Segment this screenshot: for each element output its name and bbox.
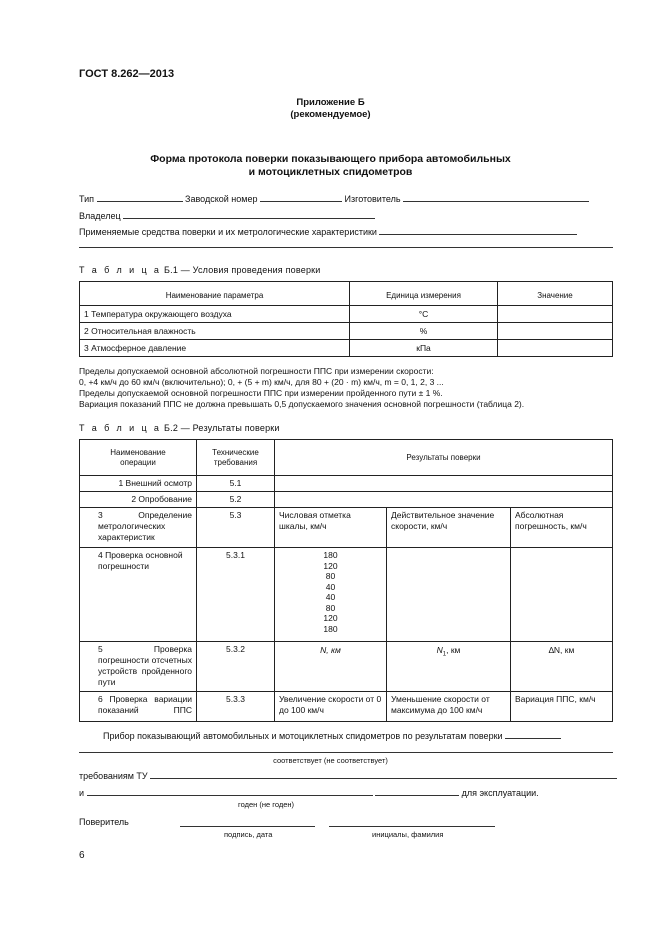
- t2-r5-col2-n: N: [436, 645, 443, 655]
- t2-r5-req: 5.3.2: [197, 642, 275, 692]
- appendix-kind: (рекомендуемое): [290, 109, 371, 120]
- conclusion-line3-start: и: [79, 788, 85, 798]
- speed-value: 40: [325, 592, 336, 602]
- tu-label: требованиям ТУ: [79, 771, 148, 781]
- t2-r5-col2: [387, 642, 511, 692]
- t1-header-param: Наименование параметра: [80, 282, 350, 306]
- conclusion-line3-blank1: [87, 787, 373, 796]
- t1-param: 3 Атмосферное давление: [80, 340, 350, 357]
- speed-value: 80: [325, 571, 336, 581]
- t2-r3-col3: Абсолютная погрешность, км/ч: [511, 508, 613, 548]
- means-blank: [379, 226, 577, 235]
- conclusion-line3-end: для эксплуатации.: [461, 788, 539, 798]
- table-row: [80, 306, 613, 323]
- t2-r3-col2: Действительное значение скорости, км/ч: [387, 508, 511, 548]
- table-row: [80, 476, 613, 492]
- type-blank: [97, 193, 183, 202]
- t2-r3-req: 5.3: [197, 508, 275, 548]
- note-line-4: Вариация показаний ППС не должна превышать 0,5 допускаемого значения основной погрешности (таблица 2).: [79, 399, 525, 409]
- t1-unit: °С: [350, 306, 498, 323]
- owner-label: Владелец: [79, 211, 121, 221]
- maker-label: Изготовитель: [344, 194, 401, 204]
- t1-header-unit: Единица измерения: [350, 282, 498, 306]
- field-row-means: [79, 226, 577, 237]
- table-row: [80, 642, 613, 692]
- t2-r4-col2: [387, 548, 511, 642]
- table-row: [80, 508, 613, 548]
- t2-r3-name: [80, 508, 197, 548]
- serial-label: Заводской номер: [185, 194, 258, 204]
- t1-value: [498, 340, 613, 357]
- results-table: [79, 439, 613, 722]
- table1-caption-prefix: Т а б л и ц а: [79, 265, 162, 275]
- speed-value: 40: [325, 581, 336, 592]
- t2-header-operation: [80, 440, 197, 476]
- t2-r4-name-text: 4 Проверка основной погрешности: [98, 550, 183, 571]
- t2-r5-col1: [275, 642, 387, 692]
- means-label: Применяемые средства поверки и их метрологические характеристики: [79, 227, 377, 237]
- table-row: [80, 340, 613, 357]
- owner-blank: [123, 210, 375, 219]
- conclusion-line1: [103, 730, 561, 741]
- form-title-line2: и мотоциклетных спидометров: [248, 166, 413, 178]
- t2-r4-req: 5.3.1: [197, 548, 275, 642]
- t2-r2-name: 2 Опробование: [80, 492, 197, 508]
- t1-unit: кПа: [350, 340, 498, 357]
- table2-caption-prefix: Т а б л и ц а: [79, 423, 162, 433]
- t2-r1-name: 1 Внешний осмотр: [80, 476, 197, 492]
- conclusion-line1-text: Прибор показывающий автомобильных и мотоциклетных спидометров по результатам поверки: [103, 731, 503, 741]
- type-label: Тип: [79, 194, 95, 204]
- signature-blank: [180, 826, 315, 827]
- t2-r6-col3: Вариация ППС, км/ч: [511, 692, 613, 722]
- hint-fit: годен (не годен): [238, 800, 295, 809]
- t2-r4-speeds: [275, 548, 387, 642]
- t2-r1-req: 5.1: [197, 476, 275, 492]
- t2-r5-col2-sub: 1: [442, 651, 447, 658]
- maker-blank: [403, 193, 589, 202]
- t1-unit: %: [350, 323, 498, 340]
- t2-r6-col1: Увеличение скорости от 0 до 100 км/ч: [275, 692, 387, 722]
- table1-caption-text: Б.1 — Условия проведения поверки: [164, 265, 321, 275]
- t2-r6-name-text: 6 Проверка вариации показаний ППС: [98, 694, 192, 715]
- field-row-type: [79, 193, 589, 204]
- t2-r4-name: [80, 548, 197, 642]
- t2-header-results: Результаты поверки: [275, 440, 613, 476]
- t2-r5-name: [80, 642, 197, 692]
- speed-value: 180: [323, 550, 338, 560]
- page-number: 6: [79, 850, 85, 861]
- t2-r2-req: 5.2: [197, 492, 275, 508]
- conditions-table: [79, 281, 613, 357]
- t2-r4-col3: [511, 548, 613, 642]
- appendix-title: Приложение Б: [296, 97, 365, 108]
- table2-caption-text: Б.2 — Результаты поверки: [164, 423, 280, 433]
- note-line-3: Пределы допускаемой основной погрешности ППС при измерении пройденного пути ± 1 %.: [79, 388, 443, 398]
- speed-value: 120: [323, 560, 338, 571]
- table1-caption: [79, 265, 321, 275]
- verifier-label: Поверитель: [79, 817, 129, 827]
- t2-r6-req: 5.3.3: [197, 692, 275, 722]
- hint-conforms: соответствует (не соответствует): [273, 756, 388, 765]
- means-blank-line2: [79, 247, 613, 248]
- t1-param: 2 Относительная влажность: [80, 323, 350, 340]
- t2-r3-name-text: 3 Определение метрологических характеристик: [98, 510, 192, 542]
- t1-value: [498, 323, 613, 340]
- t2-r6-name: [80, 692, 197, 722]
- conclusion-line3-blank2: [375, 787, 459, 796]
- conclusion-line3: [79, 787, 539, 798]
- t2-header-req-line1: Технические: [212, 447, 259, 457]
- t2-r5-name-text: 5 Проверка погрешности отсчетных устройств пройденного пути: [98, 644, 192, 687]
- t2-header-req-line2: требования: [213, 457, 258, 467]
- t2-r1-result: [275, 476, 613, 492]
- note-line-1: Пределы допускаемой основной абсолютной погрешности ППС при измерении скорости:: [79, 366, 434, 376]
- t1-value: [498, 306, 613, 323]
- t2-r5-col2-unit: , км: [446, 645, 461, 655]
- serial-blank: [260, 193, 342, 202]
- t2-header-op-line1: Наименование: [110, 447, 166, 457]
- name-blank: [329, 826, 495, 827]
- speed-value: 120: [323, 613, 338, 623]
- hint-name: инициалы, фамилия: [372, 830, 444, 839]
- t1-param: 1 Температура окружающего воздуха: [80, 306, 350, 323]
- hint-signature: подпись, дата: [224, 830, 273, 839]
- t1-header-value: Значение: [498, 282, 613, 306]
- t2-r5-col3: ∆N, км: [511, 642, 613, 692]
- document-header: ГОСТ 8.262—2013: [79, 68, 175, 80]
- tu-blank: [150, 770, 617, 779]
- table2-caption: [79, 423, 280, 433]
- note-line-2: 0, +4 км/ч до 60 км/ч (включительно); 0, + (5 + m) км/ч, для 80 + (20 · m) км/ч, m = 0, 1, 2, 3 ...: [79, 377, 444, 387]
- conclusion-blank-line: [79, 752, 613, 753]
- speed-value: 80: [325, 602, 336, 613]
- t2-header-requirements: [197, 440, 275, 476]
- conclusion-line2: [79, 770, 617, 781]
- table-row: [80, 492, 613, 508]
- conclusion-line1-blank: [505, 730, 561, 739]
- field-row-owner: [79, 210, 375, 221]
- table-row: [80, 548, 613, 642]
- t2-r6-col2: Уменьшение скорости от максимума до 100 км/ч: [387, 692, 511, 722]
- table-row: [80, 692, 613, 722]
- t2-r5-col1-text: N, км: [320, 645, 341, 655]
- t2-header-op-line2: операции: [120, 457, 156, 467]
- table-row: [80, 323, 613, 340]
- t2-r3-col1: Числовая отметка шкалы, км/ч: [275, 508, 387, 548]
- t2-r2-result: [275, 492, 613, 508]
- speed-value: 180: [323, 623, 338, 634]
- form-title-line1: Форма протокола поверки показывающего прибора автомобильных: [150, 153, 511, 165]
